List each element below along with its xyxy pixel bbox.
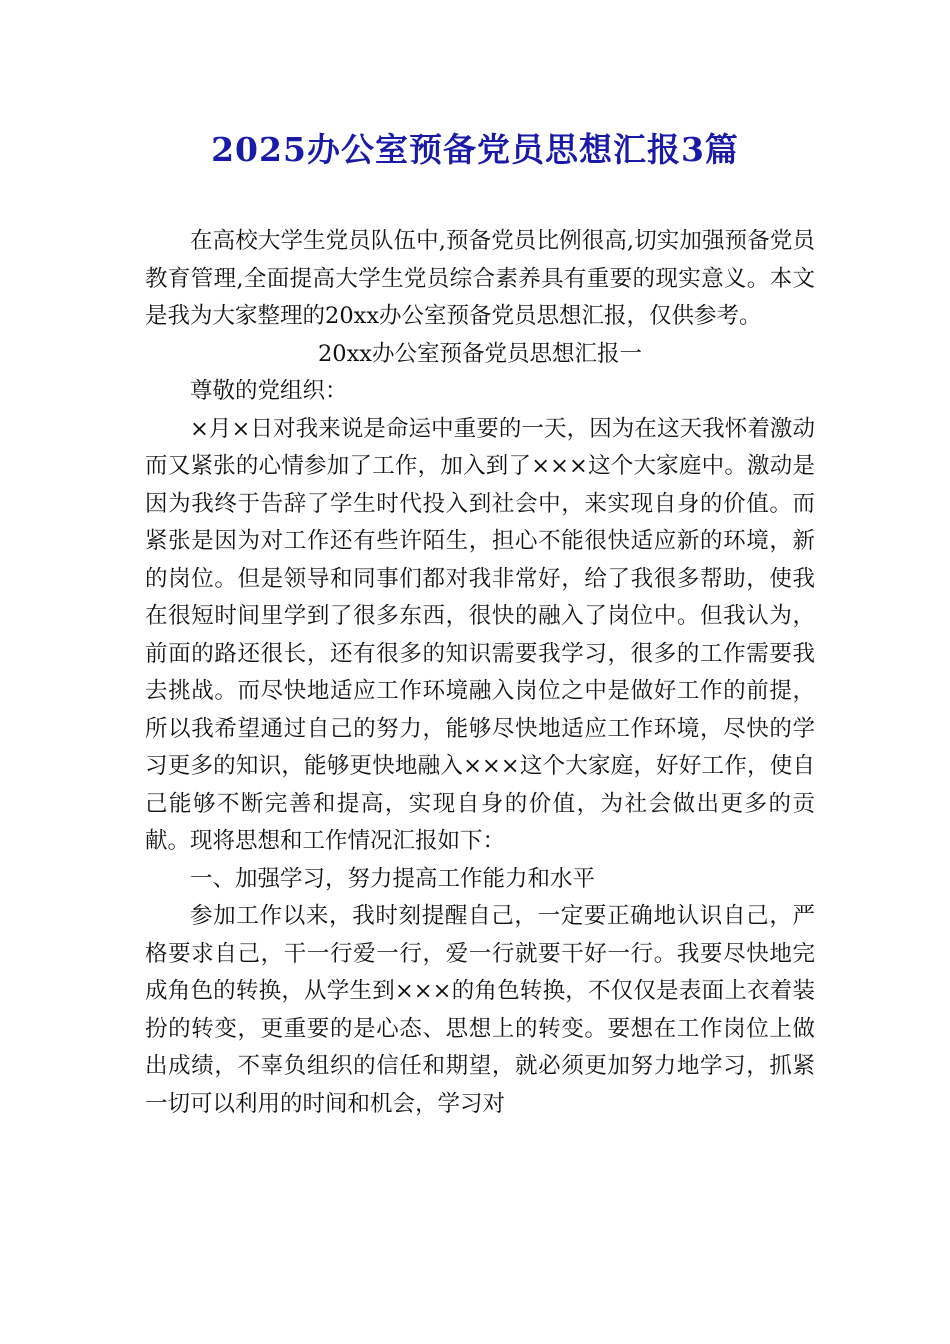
intro-paragraph: 在高校大学生党员队伍中,预备党员比例很高,切实加强预备党员教育管理,全面提高大学生党员综合素养具有重要的现实意义。本文是我为大家整理的20xx办公室预备党员思想汇报，仅供参考。 bbox=[145, 228, 815, 329]
salutation: 尊敬的党组织： bbox=[190, 378, 348, 404]
section-title: 20xx办公室预备党员思想汇报一 bbox=[317, 340, 642, 367]
document-title: 2025办公室预备党员思想汇报3篇 bbox=[211, 130, 739, 169]
body-paragraph-2: 参加工作以来，我时刻提醒自己，一定要正确地认识自己，严格要求自己，干一行爱一行，爱一行就要干好一行。我要尽快地完成角色的转换，从学生到×××的角色转换，不仅仅是表面上衣着装扮的转变，更重要的是心态、思想上的转变。要想在工作岗位上做出成绩，不辜负组织的信任和期望，就必须更加努力地学习，抓紧一切可以利用的时间和机会，学习对 bbox=[145, 903, 815, 1117]
body-paragraph-1: ×月×日对我来说是命运中重要的一天，因为在这天我怀着激动而又紧张的心情参加了工作，加入到了×××这个大家庭中。激动是因为我终于告辞了学生时代投入到社会中，来实现自身的价值。而紧张是因为对工作还有些许陌生，担心不能很快适应新的环境，新的岗位。但是领导和同事们都对我非常好，给了我很多帮助，使我在很短时间里学到了很多东西，很快的融入了岗位中。但我认为，前面的路还很长，还有很多的知识需要我学习，很多的工作需要我去挑战。而尽快地适应工作环境融入岗位之中是做好工作的前提，所以我希望通过自己的努力，能够尽快地适应工作环境，尽快的学习更多的知识，能够更快地融入×××这个大家庭，好好工作，使自己能够不断完善和提高，实现自身的价值，为社会做出更多的贡献。现将思想和工作情况汇报如下： bbox=[145, 415, 815, 854]
section-heading-1: 一、加强学习，努力提高工作能力和水平 bbox=[190, 865, 596, 892]
document-body bbox=[145, 223, 815, 1123]
